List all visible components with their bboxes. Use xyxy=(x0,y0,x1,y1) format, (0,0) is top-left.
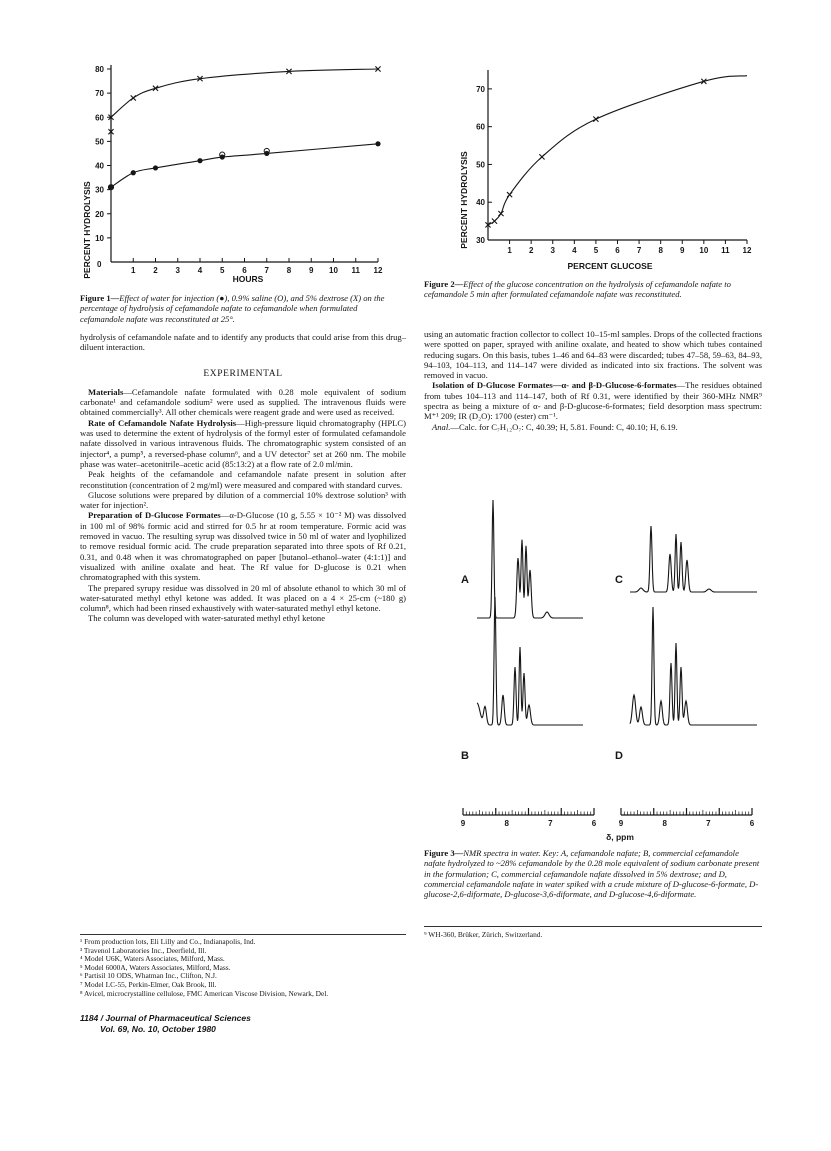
glucose-point xyxy=(507,192,512,197)
spectrum-c xyxy=(630,526,757,592)
fig2-x-tick-label: 11 xyxy=(721,246,730,255)
left-footnotes xyxy=(80,938,406,998)
fig1-caption-label: Figure 1— xyxy=(80,293,120,303)
fig2-x-tick-label: 12 xyxy=(742,246,752,255)
water-point xyxy=(264,151,269,156)
fig3-caption-text: NMR spectra in water. Key: A, cefamandole nafate; B, commercial cefamandole nafate hydrolyzed to ~28% cefamandole by the 0.28 mole equivalent of sodium carbonate present in the formulation; C, commercial cefamandole nafate dissolved in 5% dextrose; and D, commercial cefamandole nafate in water spiked with a crude mixture of D-glucose-6-formate, D-glucose-2,6-diformate, D-glucose-3,6-diformate, and D-glucose-4,6-diformate. xyxy=(424,848,760,900)
fig2-x-tick-label: 3 xyxy=(550,246,555,255)
dextrose-curve xyxy=(111,69,378,117)
syrupy-residue-paragraph: The prepared syrupy residue was dissolved in 20 ml of absolute ethanol to which 30 ml of water-saturated methyl ethyl ketone was added. It was placed on a 4 × 25-cm (~180 g) column⁸, which had been rinsed exhaustively with water-saturated methyl ethyl ketone. xyxy=(80,582,406,614)
panel-label-a: A xyxy=(461,574,469,586)
ppm-scale-right-label: 8 xyxy=(662,819,667,828)
glucose-point xyxy=(593,117,598,122)
dextrose-point xyxy=(131,95,136,100)
intro-paragraph: hydrolysis of cefamandole nafate and to identify any products that could arise from this drug–diluent interaction. xyxy=(80,332,406,353)
isolation-text: —The residues obtained from tubes 104–113 and 114–147, both of Rf 0.31, were identified by their 360-MHz NMR⁹ spectra as being a mixture of α- and β-D-glucose-6-formates; field desorption mass spectrum: M⁺¹ 209; IR (D₂O): 1700 (ester) cm⁻¹. xyxy=(424,380,762,422)
right-paragraph-3 xyxy=(424,422,762,432)
footnote-item: ⁷ Model LC-55, Perkin-Elmer, Oak Brook, Ill. xyxy=(80,979,217,989)
figure-1-chart xyxy=(78,55,398,285)
figure-3-caption xyxy=(424,848,762,899)
fig1-x-tick-label: 1 xyxy=(131,266,136,275)
fig2-x-tick-label: 7 xyxy=(636,246,642,255)
water-point xyxy=(131,170,136,175)
ppm-scale-left-label: 9 xyxy=(460,819,466,828)
spectrum-b xyxy=(477,597,583,725)
water-point xyxy=(197,158,202,163)
right-column-text xyxy=(424,329,762,432)
right-paragraph-2 xyxy=(424,380,762,421)
fig1-x-tick-label: 8 xyxy=(286,266,292,275)
ppm-scale-right-label: 9 xyxy=(618,819,624,828)
ppm-scale-right-label: 7 xyxy=(706,819,711,828)
fig2-x-tick-label: 4 xyxy=(572,246,577,255)
fig1-y-tick-label: 10 xyxy=(95,233,104,243)
water-point xyxy=(220,154,225,159)
fig1-y-tick-label: 40 xyxy=(95,161,104,171)
ppm-scale-right-label: 6 xyxy=(749,819,755,828)
fig1-y-tick-label: 60 xyxy=(95,113,104,123)
fig1-x-axis-label: HOURS xyxy=(232,274,264,284)
fig2-x-tick-label: 10 xyxy=(699,246,709,255)
glucose-point xyxy=(492,219,497,224)
spectrum-d xyxy=(630,607,757,725)
fig3-x-axis-label: δ, ppm xyxy=(606,832,634,842)
column-developed-paragraph: The column was developed with water-saturated methyl ethyl ketone xyxy=(88,613,326,624)
fig1-y-axis-label: PERCENT HYDROLYSIS xyxy=(82,181,92,279)
materials-text: —Cefamandole nafate formulated with 0.28 mole equivalent of sodium carbonate¹ and cefamandole sodium² were used as supplied. The intravenous fluids were obtained commercially³. All other chemicals were reagent grade and were used as received. xyxy=(80,386,406,418)
ppm-scale-left-label: 6 xyxy=(591,819,597,828)
panel-label-b: B xyxy=(461,750,469,762)
fig2-caption-text: Effect of the glucose concentration on the hydrolysis of cefamandole nafate to cefamandole 5 min after formulated cefamandole nafate was reconstituted. xyxy=(424,279,731,300)
fig2-y-tick-label: 60 xyxy=(476,122,485,132)
fig2-x-tick-label: 2 xyxy=(528,246,534,255)
fig2-caption-label: Figure 2— xyxy=(424,279,464,289)
fig2-y-axis-label: PERCENT HYDROLYSIS xyxy=(459,151,469,249)
water-point xyxy=(108,185,113,190)
anal-text: —Calc. for C₇H₁₂O₇: C, 40.39; H, 5.81. Found: C, 40.10; H, 6.19. xyxy=(450,421,678,432)
preparation-paragraph xyxy=(80,510,406,582)
fig1-y-tick-label: 50 xyxy=(95,137,104,147)
fig2-y-tick-label: 30 xyxy=(476,236,485,245)
fig1-caption-text: Effect of water for injection (●), 0.9% saline (O), and 5% dextrose (X) on the percentage of hydrolysis of cefamandole nafate to cefamandole when formulated cefamandole nafate was reconstituted at 25°. xyxy=(80,293,385,324)
right-footnote: ⁹ WH-360, Brüker, Zürich, Switzerland. xyxy=(424,930,543,939)
folio-line-1: 1184 / Journal of Pharmaceutical Sciences xyxy=(80,1013,251,1023)
footnote-item: ⁴ Model U6K, Waters Associates, Milford, Mass. xyxy=(80,954,225,964)
fig2-y-tick-label: 70 xyxy=(476,84,485,94)
fig1-x-tick-label: 2 xyxy=(153,266,158,275)
panel-label-d: D xyxy=(615,750,623,762)
water-point xyxy=(153,165,158,170)
fig2-x-tick-label: 8 xyxy=(658,246,663,255)
materials-heading: Materials xyxy=(88,386,124,397)
footnote-item: ⁶ Partisil 10 ODS, Whatman Inc., Clifton, N.J. xyxy=(80,971,217,981)
fig1-x-tick-label: 9 xyxy=(309,266,314,275)
footnote-item: ³ Travenol Laboratories Inc., Deerfield, Ill. xyxy=(80,945,207,955)
figure-2-caption xyxy=(424,279,762,300)
figure-2-chart xyxy=(455,60,755,275)
hydrolysis-paragraph xyxy=(80,418,406,469)
peak-heights-paragraph: Peak heights of the cefamandole and cefamandole nafate present in solution after reconstitution (concentration of 2 mg/ml) were measured and compared with standard curves. xyxy=(80,469,406,490)
fig2-x-tick-label: 6 xyxy=(615,246,620,255)
figure-3-nmr-spectra xyxy=(455,490,770,845)
spectrum-a xyxy=(477,500,583,618)
right-paragraph-1: using an automatic fraction collector to collect 10–15-ml samples. Drops of the collected fractions were spotted on paper, sprayed with aniline oxalate, and heated to show which tubes contained reducing sugars. On this basis, tubes 1–46 and 64–83 were discarded; tubes 47–58, 59–63, 84–93, 94–103, 104–113, and 114–147 were divided as indicated into six fractions. The solvent was removed in vacuo. xyxy=(424,329,762,381)
figure-1-caption xyxy=(80,293,394,324)
left-column-text xyxy=(80,332,406,624)
fig3-caption-label: Figure 3— xyxy=(424,848,464,858)
panel-label-c: C xyxy=(615,574,623,586)
right-footnote-rule xyxy=(424,926,762,927)
fig2-x-tick-label: 1 xyxy=(507,246,512,255)
footnote-item: ⁵ Model 6000A, Waters Associates, Milford, Mass. xyxy=(80,962,231,972)
fig1-x-tick-label: 6 xyxy=(242,266,247,275)
fig2-y-tick-label: 40 xyxy=(476,198,485,208)
glucose-solutions-paragraph: Glucose solutions were prepared by dilution of a commercial 10% dextrose solution³ with water for injection². xyxy=(80,489,406,511)
fig1-x-tick-label: 3 xyxy=(175,266,180,275)
fig2-x-tick-label: 5 xyxy=(593,246,599,255)
fig1-x-tick-label: 10 xyxy=(329,266,338,275)
fig1-y-tick-label: 20 xyxy=(95,209,104,219)
folio-line-2: Vol. 69, No. 10, October 1980 xyxy=(100,1023,216,1034)
ppm-scale-left-label: 8 xyxy=(504,819,509,828)
ppm-scale-left-label: 7 xyxy=(548,819,553,828)
fig2-x-axis-label: PERCENT GLUCOSE xyxy=(567,261,653,271)
footnote-item: ⁸ Avicel, microcrystalline cellulose, FMC American Viscose Division, Newark, Del. xyxy=(80,988,329,998)
fig1-y-tick-label: 30 xyxy=(95,185,104,195)
water-saline-curve xyxy=(111,144,378,187)
footnote-item: ¹ From production lots, Eli Lilly and Co., Indianapolis, Ind. xyxy=(80,937,256,946)
isolation-heading: Isolation of D-Glucose Formates—α- and β-D-Glucose-6-formates xyxy=(432,380,677,391)
preparation-heading: Preparation of D-Glucose Formates xyxy=(88,510,221,521)
water-point xyxy=(375,141,380,146)
fig1-x-tick-label: 4 xyxy=(197,266,203,275)
hydrolysis-heading: Rate of Cefamandole Nafate Hydrolysis xyxy=(88,417,237,428)
journal-folio xyxy=(80,1013,251,1034)
glucose-point xyxy=(498,211,503,216)
experimental-heading: EXPERIMENTAL xyxy=(203,368,283,379)
hydrolysis-text: —High-pressure liquid chromatography (HPLC) was used to determine the extent of hydrolysis of the formyl ester of formulated cefamandole nafate dissolved in various intravenous fluids. The chromatographic system consisted of an injector⁴, a pump⁵, a reversed-phase column⁶, and a UV detector⁷ set at 260 nm. The mobile phase was water–acetonitrile–acetic acid (85:13:2) at a flow rate of 2.0 ml/min. xyxy=(80,417,406,469)
fig2-y-tick-label: 50 xyxy=(476,160,485,170)
materials-paragraph xyxy=(80,387,406,418)
glucose-curve xyxy=(488,76,747,225)
preparation-text: —α-D-Glucose (10 g, 5.55 × 10⁻² M) was dissolved in 100 ml of 98% formic acid and stirred for 0.5 hr at room temperature. Formic acid was removed in vacuo. The resulting syrup was dissolved twice in 50 ml of water and lyophilized to remove residual formic acid. The crude preparation separated into three spots of Rf 0.21, 0.31, and 0.48 when it was chromatographed on paper [butanol–ethanol–water (4:1:1)] and visualized with aniline oxalate and heat. The Rf value for D-glucose is 0.21 when chromatographed with this system. xyxy=(80,510,406,583)
fig1-origin-label: 0 xyxy=(97,260,102,269)
left-footnote-rule xyxy=(80,934,406,935)
fig1-y-tick-label: 70 xyxy=(95,89,104,99)
fig1-x-tick-label: 11 xyxy=(351,266,360,275)
fig1-x-tick-label: 7 xyxy=(264,266,269,275)
fig1-y-tick-label: 80 xyxy=(95,65,104,74)
glucose-point xyxy=(539,154,544,159)
anal-heading: Anal. xyxy=(432,421,451,432)
fig1-x-tick-label: 12 xyxy=(373,266,383,275)
fig1-x-tick-label: 5 xyxy=(220,266,225,275)
fig2-x-tick-label: 9 xyxy=(680,246,685,255)
